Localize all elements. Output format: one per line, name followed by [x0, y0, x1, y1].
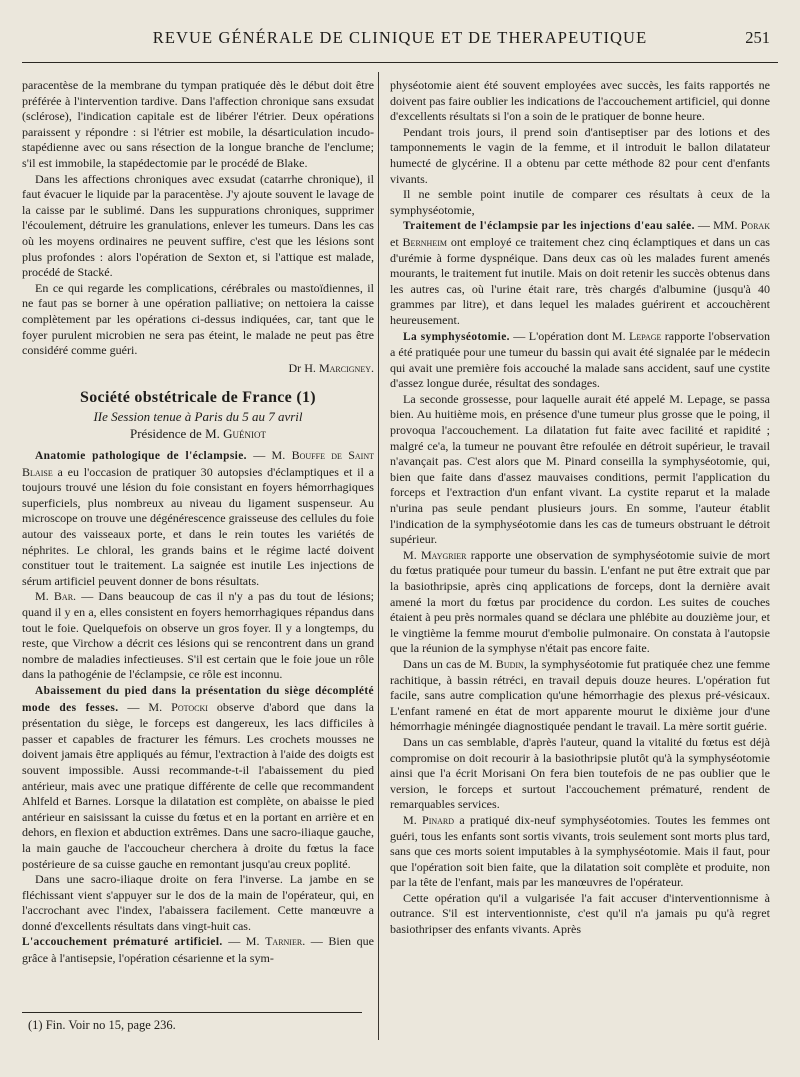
paragraph: Dans un cas de M. Budin, la symphyséotomie fut pratiquée chez une femme rachitique, à bassin rétréci, en travail depuis douze heures. L'opération fut facile, sans autre complication qu'une hémorrhagie des plexus pré-vésicaux. L'enfant ramené en état de mort apparente mourut le dixième jour d'une hémorrhagie méningée diagnostiquée pendant le travail. La mère sortit guérie. — [390, 656, 771, 734]
subsection-heading: L'accouchement prématuré artificiel. — [22, 936, 223, 949]
paragraph: Dans un cas semblable, d'après l'auteur, quand la vitalité du fœtus est déjà compromise on doit recourir à la basiothripsie plutôt qu'à la symphyséotomie ainsi que l'a écrit Morisani On fera bien toutefois de ne pas oublier que le version, le forceps et surtout l'accouchement prématuré, rendent de remarquables services. — [390, 734, 770, 812]
page-number: 251 — [745, 28, 770, 47]
author-signature: Dr H. Marcigney. — [288, 360, 374, 375]
subsection-heading: Traitement de l'éclampsie par les injections d'eau salée. — [403, 220, 695, 233]
paragraph: L'accouchement prématuré artificiel. — M. Tarnier. — Bien que grâce à l'antisepsie, l'opération césarienne et la sym- — [22, 934, 375, 966]
paragraph: Dans les affections chroniques avec exsudat (catarrhe chronique), il faut évacuer le liquide par la paracentèse. J'y ajoute souvent le lavage de la caisse par le sublimé. Dans les suppurations chroniques, supprimer l'écoulement, détruire les granulations, enlever les tumeurs. Dans les cas où les moyens ordinaires ne peuvent suffire, c'est que les lésions sont plus profondes : alors l'opération de Sexton et, si l'attique est malade, procédé de Stacké. — [22, 171, 374, 280]
paragraph: Il ne semble point inutile de comparer ces résultats à ceux de la symphyséotomie, — [390, 187, 770, 217]
paragraph: M. Bar. — Dans beaucoup de cas il n'y a pas du tout de lésions; quand il y en a, elles consistent en foyers hemorrhagiques répandus dans tout le foie. Quelquefois on observe un gros foyer. Il y a longtemps, du reste, que Virchow a décrit ces lésions qui se rencontrent dans un grand nombre de maladies infectieuses. S'il est certain que le foie joue un rôle dans la pathogénie de l'éclampsie, ce rôle est inconnu. — [22, 589, 374, 682]
presidence-line: Présidence de M. Guéniot — [129, 426, 267, 442]
running-header — [28, 28, 772, 54]
paragraph: Dans une sacro-iliaque droite on fera l'inverse. La jambe en se fléchissant vient s'appuyer sur le dos de la main de l'opérateur, qui, en l'accrochant avec l'index, l'abaissera facilement. Cette manœuvre a donné d'excellents résultats dans vingt-huit cas. — [22, 872, 374, 933]
paragraph: Cette opération qu'il a vulgarisée l'a fait accuser d'interventionnisme à outrance. S'il est interventionniste, c'est qu'il n'a jamais pu qu'à regret basiothripser des enfants vivants. Après — [390, 890, 770, 937]
session-line: IIe Session tenue à Paris du 5 au 7 avril — [93, 408, 303, 424]
subsection-heading: Anatomie pathologique de l'éclampsie. — [35, 450, 247, 463]
column-divider — [378, 72, 379, 1040]
paragraph: M. Pinard a pratiqué dix-neuf symphyséotomies. Toutes les femmes ont guéri, tous les enfants sont sortis vivants, trois seulement sont morts plus tard, sans que ces morts soient imputables à la symphyséotomie. Mais il faut, pour que l'opération soit bien faite, que la dilatation soit complète et produite, non par la tête de l'enfant, mais par les manœuvres de l'opérateur. — [390, 812, 770, 890]
left-column — [22, 78, 374, 967]
paragraph: Anatomie pathologique de l'éclampsie. — M. Bouffe de Saint Blaise a eu l'occasion de pratiquer 30 autopsies d'éclamptiques et il a toujours trouvé une lésion du foie consistant en foyers hémorrhagiques superficiels, plus nombreux au niveau du ligament suspenseur. Au microscope on trouve une dégénérescence graisseuse des cellules du foie autour des vaisseaux porte, et dans le rein toutes les variétés de néphrites. Le chloral, les grands bains et le régime lacté doivent constituer tout le traitement. La saignée est inutile Les injections de sérum artificiel peuvent donner de bons résultats. — [22, 448, 374, 588]
journal-title: REVUE GÉNÉRALE DE CLINIQUE ET DE THERAPEUTIQUE — [152, 28, 648, 47]
paragraph: paracentèse de la membrane du tympan pratiquée dès le début doit être préférée à l'intervention tardive. Dans l'affection chronique sans exsudat (sclérose), l'indication capitale est de libérer l'étrier. Deux opérations paraissent y répondre : si l'étrier est mobile, la désarticulation incudo-stapédienne avec ou sans résection de la longue branche de l'enclume; s'il est immobile, la stapédectomie par le procédé de Blake. — [22, 78, 374, 170]
section-title: Société obstétricale de France (1) — [80, 389, 316, 407]
paragraph: M. Maygrier rapporte une observation de symphyséotomie suivie de mort du fœtus pratiquée pour tumeur du bassin. L'enfant ne put être extrait que par la basiothripsie, après cinq applications de forceps, dont la dernière avait amené la mort du fœtus par procidence du cordon. Les suites de couches étaient à peu près normales quand se déclara une phlébite au douzième jour, et le vingtième la femme mourut d'embolie pulmonaire. On constata à l'autopsie que la réunion de la symphyse n'était pas encore faite. — [390, 547, 770, 656]
paragraph: Traitement de l'éclampsie par les injections d'eau salée. — MM. Porak et Bernheim ont employé ce traitement chez cinq éclamptiques et dans un cas d'urémie à forme dyspnéique. Dans deux cas où les malades furent amenés mourants, le traitement fut inutile. Mais on doit retenir les succès obtenus dans les autres cas, où l'urine était rare, très chargés d'albumine (jusqu'à 40 grammes par litre), et dans lequel les malades guérirent et accouchèrent heureusement. — [390, 218, 770, 327]
paragraph: physéotomie aient été souvent employées avec succès, les faits rapportés ne doivent pas faire oublier les indications de l'accouchement artificiel, qui donne d'excellents résultats si l'on a soin de le pratiquer de bonne heure. — [390, 78, 770, 124]
subsection-heading: Abaissement du pied dans la présentation du siège décomplété mode des fesses. — [22, 684, 374, 714]
paragraph: La seconde grossesse, pour laquelle aurait été appelé M. Lepage, se passa bien. Au huitième mois, en présence d'une tumeur plus grosse que le poing, il provoqua l'accouchement. La dilatation fut faite avec facilité et rapidité ; malgré ce'a, la tumeur ne pouvant être refoulée en détroit supérieur, le travail n'avançait pas. C'est alors que M. Pinard conseilla la symphyséotomie, qui, bien que faite dans d'assez mauvaises conditions, permit l'application du forceps et l'extraction d'un enfant vivant. La cystite reparut et la malade n'urina pas seule pendant plusieurs jours. En somme, l'auteur établit l'indication de la symphyséotomie dans les cas de tumeurs obstruant le détroit supérieur. — [390, 391, 770, 547]
paragraph: Abaissement du pied dans la présentation du siège décomplété mode des fesses. — M. Potocki observe d'abord que dans la présentation du siège, le forceps est dangereux, les lacs difficiles à passer et capables de fracturer les fémurs. Les crochets mousses ne doivent jamais être appliqués au fémur, l'extraction à l'aide des doigts est souvent impossible. Aussi recommande-t-il l'abaissement du pied antérieur, mais avec une pratique différente de celle que recommandent Ahlfeld et Barnes. Lorsque la dilatation est complète, on abaisse le pied antérieur en saisissant la cuisse du fœtus et en la portant en arrière et en dehors, en flexion et abduction extrêmes. Dans une sacro-iliaque gauche, la main gauche de l'accoucheur cherchera à droite du fœtus la face postérieure de sa cuisse gauche en remontant jusqu'au creux poplité. — [22, 684, 374, 871]
paragraph: La symphyséotomie. — L'opération dont M. Lepage rapporte l'observation a été pratiquée pour une tumeur du bassin qui avait été signalée par le médecin qui avait une première fois accouché la malade sans accident, sauf une cystite d'assez longue durée, résultat des sondages. — [390, 328, 770, 391]
subsection-heading: La symphyséotomie. — [403, 330, 510, 343]
footnote-rule — [22, 1012, 362, 1013]
paragraph: En ce qui regarde les complications, cérébrales ou mastoïdiennes, il ne faut pas se borner à une opération palliative; on nettoiera la caisse complètement par les opérations ci-dessus indiquées, car, tant que le foyer purulent microbien ne sera pas éteint, le malade ne peut pas être considéré comme guéri. — [22, 280, 374, 358]
paragraph: Pendant trois jours, il prend soin d'antiseptiser par des lotions et des tamponnements le vagin de la femme, et il introduit le ballon dilatateur humecté de glycérine. Il a obtenu par cette méthode 82 pour cent d'enfants vivants. — [390, 124, 770, 186]
footnote: (1) Fin. Voir no 15, page 236. — [28, 1018, 176, 1032]
header-rule — [22, 62, 778, 63]
right-column — [390, 78, 770, 938]
